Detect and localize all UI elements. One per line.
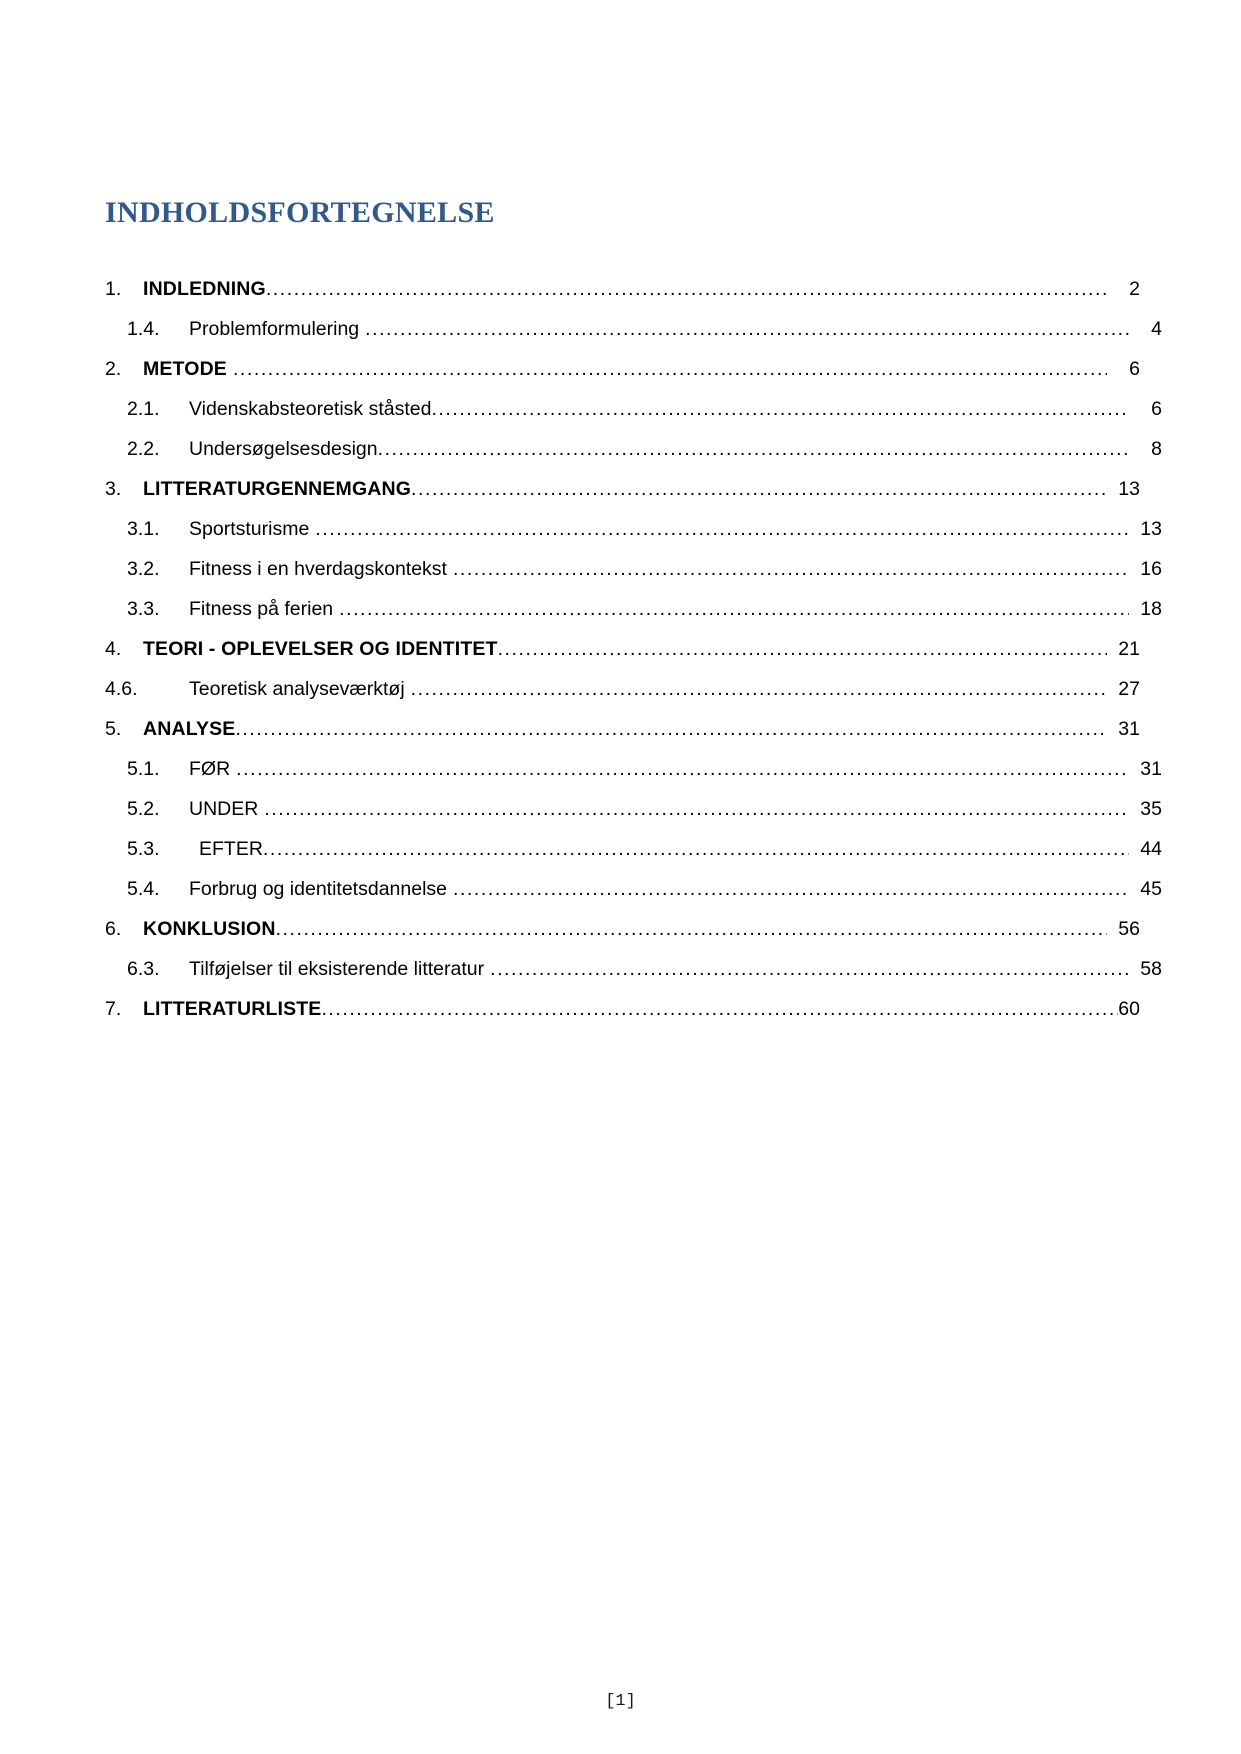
toc-entry-label: Problemformulering (189, 318, 360, 340)
toc-entry-label: ANALYSE (143, 718, 236, 740)
toc-entry-number: 2.1. (127, 398, 160, 420)
toc-leader-dots (236, 760, 1129, 780)
toc-leader-dots (490, 960, 1129, 980)
toc-entry-label: METODE (143, 358, 227, 380)
toc-entry[interactable] (105, 320, 1162, 340)
toc-entry-page-number: 56 (1118, 918, 1140, 940)
toc-leader-dots (315, 520, 1129, 540)
toc-entry-page-number: 13 (1140, 518, 1162, 540)
toc-entry-page-number: 45 (1140, 878, 1162, 900)
toc-entry-label: LITTERATURGENNEMGANG (143, 478, 412, 500)
toc-entry-label: FØR (189, 758, 231, 780)
toc-leader-dots (498, 640, 1107, 660)
toc-entry[interactable] (105, 560, 1162, 580)
toc-leader-dots (378, 440, 1129, 460)
toc-entry[interactable] (105, 400, 1162, 420)
toc-entry[interactable] (105, 680, 1140, 700)
toc-entry-page-number: 8 (1151, 438, 1162, 460)
toc-entry-number: 3.1. (127, 518, 160, 540)
toc-entry[interactable] (105, 640, 1140, 660)
toc-entry-page-number: 4 (1151, 318, 1162, 340)
toc-entry-label: Fitness på ferien (189, 598, 334, 620)
toc-entry[interactable] (105, 840, 1162, 860)
page-number-footer: [1] (605, 1692, 636, 1711)
toc-entry-number: 3.2. (127, 558, 160, 580)
toc-entry-number: 2. (105, 358, 122, 380)
toc-entry-number: 4. (105, 638, 122, 660)
toc-entry-page-number: 27 (1118, 678, 1140, 700)
toc-entry-number: 6.3. (127, 958, 160, 980)
toc-entry-page-number: 35 (1140, 798, 1162, 820)
toc-entry[interactable] (105, 920, 1140, 940)
toc-entry-label: EFTER (199, 838, 263, 860)
toc-leader-dots (233, 360, 1107, 380)
toc-leader-dots (453, 560, 1129, 580)
toc-leader-dots (266, 280, 1107, 300)
toc-entry-label: LITTERATURLISTE (143, 998, 322, 1020)
toc-entry-page-number: 2 (1129, 278, 1140, 300)
toc-entry-label: INDLEDNING (143, 278, 266, 300)
toc-entry-number: 5.4. (127, 878, 160, 900)
toc-entry[interactable] (105, 440, 1162, 460)
toc-leader-dots (453, 880, 1129, 900)
toc-entry[interactable] (105, 800, 1162, 820)
toc-leader-dots (411, 680, 1107, 700)
toc-entry-label: Sportsturisme (189, 518, 310, 540)
toc-entry-label: Undersøgelsesdesign (189, 438, 378, 460)
toc-entry-page-number: 31 (1140, 758, 1162, 780)
toc-entry-page-number: 58 (1140, 958, 1162, 980)
toc-entry-number: 5.3. (127, 838, 160, 860)
toc-entry-page-number: 31 (1118, 718, 1140, 740)
toc-entry[interactable] (105, 360, 1140, 380)
toc-leader-dots (276, 920, 1107, 940)
toc-entry-label: Fitness i en hverdagskontekst (189, 558, 447, 580)
toc-entry-label: Teoretisk analyseværktøj (189, 678, 405, 700)
toc-entry-label: Forbrug og identitetsdannelse (189, 878, 448, 900)
toc-entry[interactable] (105, 600, 1162, 620)
toc-leader-dots (321, 1000, 1118, 1020)
toc-entry-label: UNDER (189, 798, 259, 820)
toc-entry-number: 4.6. (105, 678, 138, 700)
toc-entry-label: KONKLUSION (143, 918, 276, 940)
toc-entry-number: 7. (105, 998, 122, 1020)
toc-entry[interactable] (105, 280, 1140, 300)
toc-entry[interactable] (105, 520, 1162, 540)
toc-entry-number: 5. (105, 718, 122, 740)
toc-entry-page-number: 6 (1151, 398, 1162, 420)
toc-leader-dots (365, 320, 1129, 340)
toc-entry-label: Tilføjelser til eksisterende litteratur (189, 958, 485, 980)
toc-entry[interactable] (105, 880, 1162, 900)
toc-entry-page-number: 44 (1140, 838, 1162, 860)
toc-entry[interactable] (105, 1000, 1140, 1020)
toc-leader-dots (431, 400, 1129, 420)
toc-entry[interactable] (105, 480, 1140, 500)
toc-entry-number: 3.3. (127, 598, 160, 620)
toc-leader-dots (411, 480, 1107, 500)
toc-leader-dots (339, 600, 1129, 620)
toc-entry[interactable] (105, 720, 1140, 740)
toc-entry-page-number: 6 (1129, 358, 1140, 380)
table-of-contents (105, 228, 1162, 1020)
toc-entry-page-number: 13 (1118, 478, 1140, 500)
toc-entry-number: 5.2. (127, 798, 160, 820)
toc-entry-number: 1.4. (127, 318, 160, 340)
toc-entry-number: 6. (105, 918, 122, 940)
toc-entry-page-number: 18 (1140, 598, 1162, 620)
toc-entry[interactable] (105, 760, 1162, 780)
toc-entry-page-number: 21 (1118, 638, 1140, 660)
toc-leader-dots (235, 720, 1107, 740)
toc-entry-page-number: 60 (1118, 998, 1140, 1020)
toc-entry-number: 3. (105, 478, 122, 500)
page-content (105, 0, 1162, 1040)
toc-entry-label: Videnskabsteoretisk ståsted (189, 398, 432, 420)
toc-entry-number: 1. (105, 278, 122, 300)
toc-entry-page-number: 16 (1140, 558, 1162, 580)
toc-leader-dots (264, 800, 1129, 820)
toc-leader-dots (263, 840, 1129, 860)
page-title: INDHOLDSFORTEGNELSE (105, 196, 495, 229)
toc-entry-number: 2.2. (127, 438, 160, 460)
toc-entry-label: TEORI - OPLEVELSER OG IDENTITET (143, 638, 498, 660)
toc-entry[interactable] (105, 960, 1162, 980)
toc-entry-number: 5.1. (127, 758, 160, 780)
